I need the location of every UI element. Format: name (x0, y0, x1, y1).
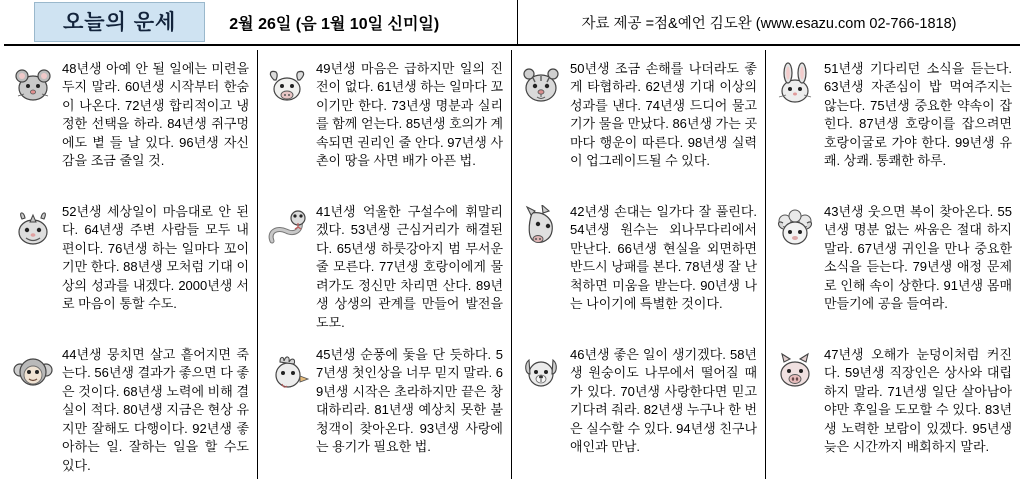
fortune-text: 49년생 마음은 급하지만 일의 진전이 없다. 61년생 하는 일마다 꼬이기만 한다. 73년생 명분과 실리를 함께 얻는다. 85년생 호의가 계속되면 권리인 줄 안다. 97년생 사촌이 땅을 사면 배가 아픈 법. (316, 61, 503, 169)
monkey-icon (10, 348, 56, 392)
fortune-cell-snake (258, 193, 512, 336)
fortune-text: 44년생 뭉치면 살고 흩어지면 죽는다. 56년생 결과가 좋으면 다 좋은 것이다. 68년생 노력에 비해 결실이 적다. 80년생 지금은 현상 유지만 잘해도 다행이다. 92년생 좋아하는 일. 잘하는 일을 할 수도 있다. (62, 347, 249, 473)
fortune-cell-tiger (512, 50, 766, 193)
page-header (4, 0, 1020, 46)
dog-icon (518, 348, 564, 392)
header-right-section (518, 0, 1020, 44)
header-left-section (4, 0, 518, 44)
fortune-cell-rabbit (766, 50, 1020, 193)
fortune-text: 42년생 손대는 일가다 잘 풀린다. 54년생 원수는 외나무다리에서 만난다. 66년생 현실을 외면하면 반드시 낭패를 본다. 78년생 잘 난 척하면 미움을 받는다. 90년생 나는 나이기에 특별한 것이다. (570, 204, 757, 312)
credit-label: 자료 제공 =점&예언 김도완 (www.esazu.com 02-766-1818) (581, 15, 957, 32)
page-title: 오늘의 운세 (34, 2, 205, 42)
fortune-cell-horse (512, 193, 766, 336)
fortune-text: 47년생 오해가 눈덩이처럼 커진다. 59년생 직장인은 상사와 대립하지 말라. 71년생 일단 살아남아야만 후일을 도모할 수 있다. 83년생 노력한 보람이 있겠다. 95년생 늦은 시간까지 배회하지 말라. (824, 347, 1012, 455)
pig-icon (772, 348, 818, 392)
fortune-cell-monkey (4, 336, 258, 479)
fortune-text: 41년생 억울한 구설수에 휘말리겠다. 53년생 근심거리가 해결된다. 65년생 하룻강아지 범 무서운 줄 모른다. 77년생 호랑이에게 물려가도 정신만 차리면 산다. 89년생 상생의 관계를 만들어 발전을 도모. (316, 204, 503, 330)
rat-icon (10, 62, 56, 106)
rabbit-icon (772, 62, 818, 106)
dragon-icon (10, 205, 56, 249)
fortune-cell-ox (258, 50, 512, 193)
horse-icon (518, 205, 564, 249)
fortune-cell-dragon (4, 193, 258, 336)
date-label: 2월 26일 (음 1월 10일 신미일) (229, 15, 440, 33)
fortune-cell-dog (512, 336, 766, 479)
fortune-cell-rat (4, 50, 258, 193)
fortune-text: 51년생 기다리던 소식을 듣는다. 63년생 자존심이 밥 먹여주지는 않는다. 75년생 중요한 약속이 잡힌다. 87년생 호랑이를 잡으려면 호랑이굴로 가야 한다. 99년생 유쾌. 상쾌. 통쾌한 하루. (824, 61, 1012, 169)
ox-icon (264, 62, 310, 106)
snake-icon (264, 205, 310, 249)
fortune-text: 43년생 웃으면 복이 찾아온다. 55년생 명분 없는 싸움은 절대 하지 말라. 67년생 귀인을 만나 중요한 소식을 듣는다. 79년생 애정 문제로 인해 속이 상한다. 91년생 몸매 만들기에 공을 들여라. (824, 204, 1012, 312)
tiger-icon (518, 62, 564, 106)
fortune-text: 52년생 세상일이 마음대로 안 된다. 64년생 주변 사람들 모두 내 편이다. 76년생 하는 일마다 꼬이기만 한다. 88년생 모처럼 기대 이상의 성과를 내겠다. 2000년생 서로 마음이 통할 수도. (62, 204, 249, 312)
sheep-icon (772, 205, 818, 249)
fortune-cell-pig (766, 336, 1020, 479)
fortune-cell-rooster (258, 336, 512, 479)
fortune-text: 46년생 좋은 일이 생기겠다. 58년생 원숭이도 나무에서 떨어질 때가 있다. 70년생 사랑한다면 믿고 기다려 줘라. 82년생 누구나 한 번은 실수할 수 있다. 94년생 친구나 애인과 만남. (570, 347, 757, 455)
fortune-text: 50년생 조금 손해를 나더라도 좋게 타협하라. 62년생 기대 이상의 성과를 낸다. 74년생 드디어 물고기가 물을 만났다. 86년생 가는 곳마다 행운이 따른다. 98년생 실력이 업그레이드될 수 있다. (570, 61, 757, 169)
fortune-grid (4, 50, 1020, 479)
fortune-cell-sheep (766, 193, 1020, 336)
fortune-text: 45년생 순풍에 돛을 단 듯하다. 57년생 첫인상을 너무 믿지 말라. 69년생 시작은 초라하지만 끝은 창대하리라. 81년생 예상치 못한 불청객이 찾아온다. 93년생 사랑에는 용기가 필요한 법. (316, 347, 503, 455)
rooster-icon (264, 348, 310, 392)
fortune-text: 48년생 아예 안 될 일에는 미련을 두지 말라. 60년생 시작부터 한숨이 나온다. 72년생 합리적이고 냉정한 선택을 하라. 84년생 쥐구멍에도 볕 들 날 있다. 96년생 자신감을 조금 줄일 것. (62, 61, 249, 169)
